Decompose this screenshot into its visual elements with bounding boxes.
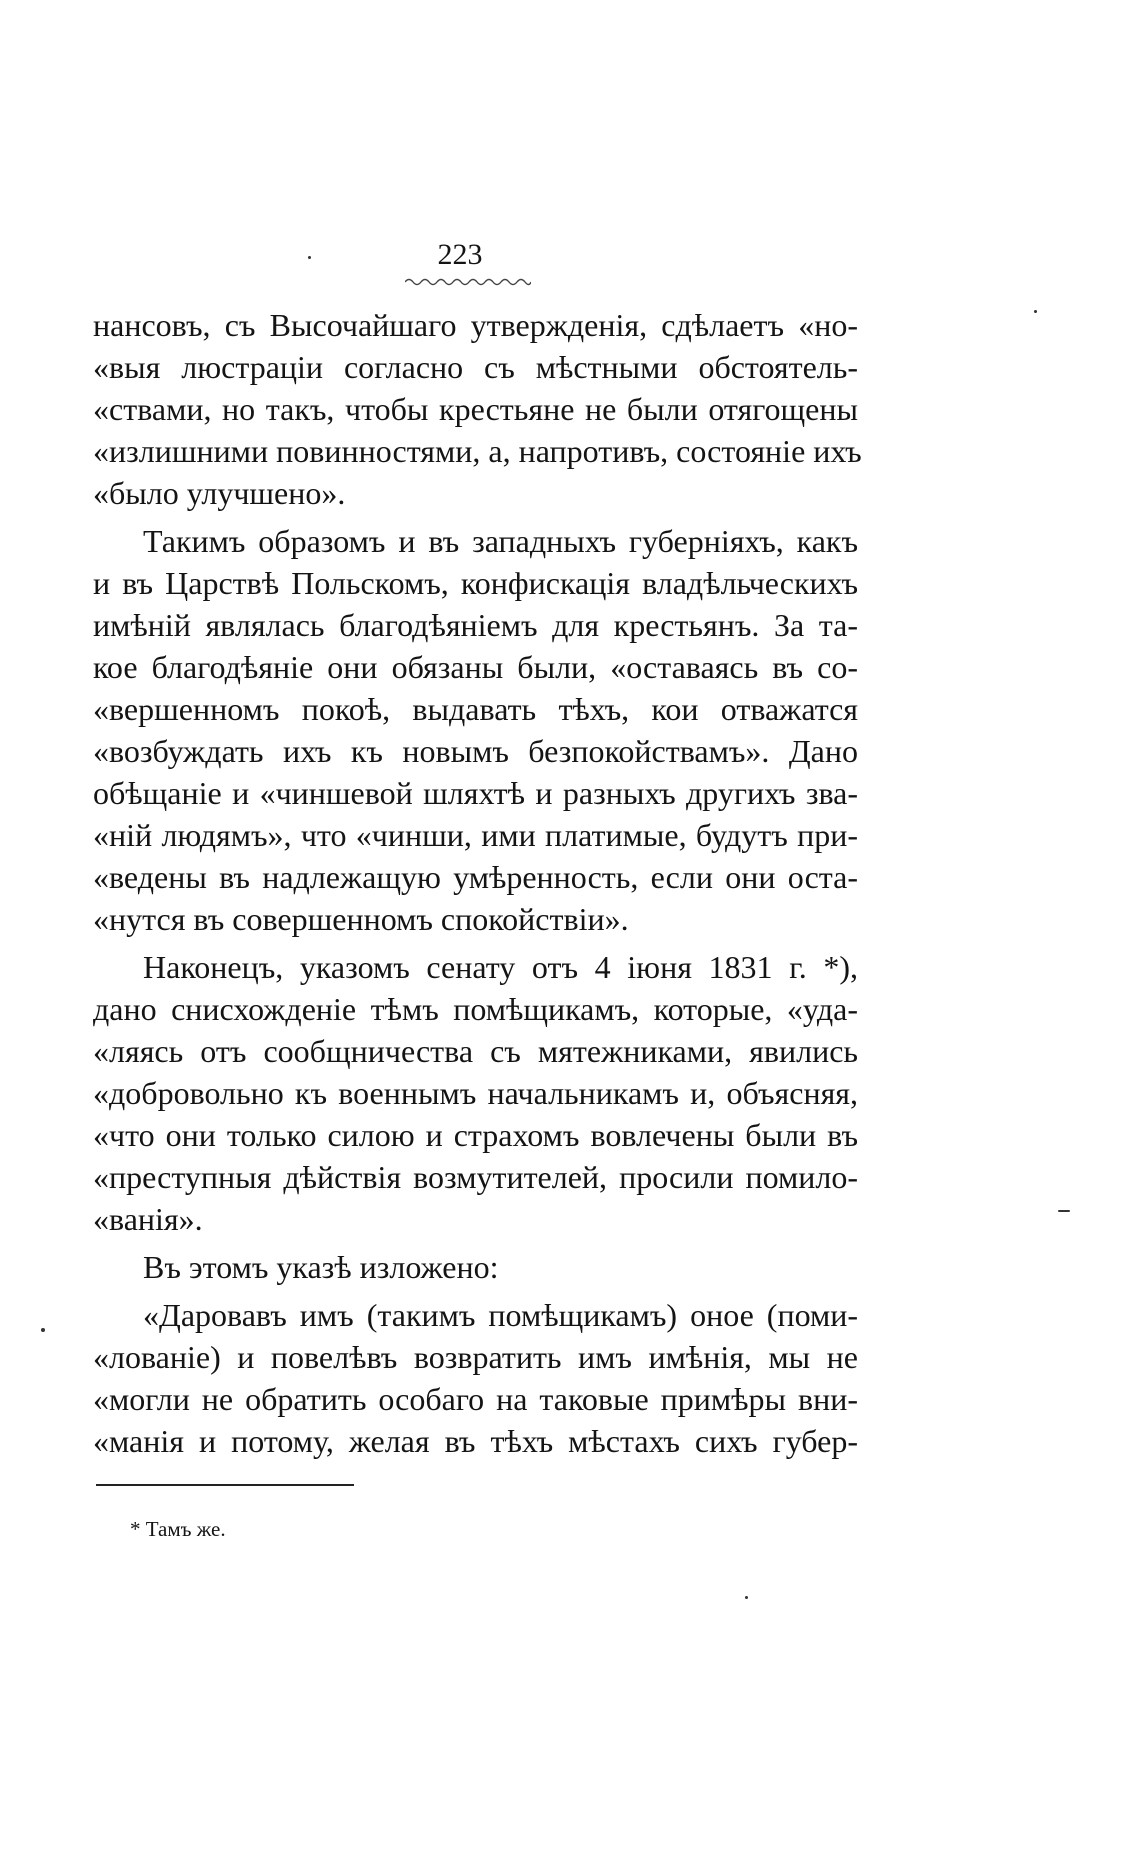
text-line: «ляясь отъ сообщничества съ мятежниками, явились <box>93 1033 858 1069</box>
text-line: имѣній являлась благодѣяніемъ для крестьянъ. За та- <box>93 607 858 643</box>
quotation-paragraph <box>93 1294 858 1462</box>
scan-speck <box>1058 1210 1070 1212</box>
ornament-rule <box>405 276 531 286</box>
text-line: «ствами, но такъ, чтобы крестьяне не были отягощены <box>93 391 858 427</box>
text-line: «манія и потому, желая въ тѣхъ мѣстахъ сихъ губер- <box>93 1423 858 1459</box>
page-number: 223 <box>437 238 483 271</box>
text-line: «вершенномъ покоѣ, выдавать тѣхъ, кои отважатся <box>93 691 858 727</box>
footnote: * Тамъ же. <box>130 1517 226 1541</box>
paragraph <box>93 946 858 1240</box>
scan-speck <box>745 1596 748 1599</box>
text-line: и въ Царствѣ Польскомъ, конфискація владѣльческихъ <box>93 565 858 601</box>
text-line: «могли не обратить особаго на таковые примѣры вни- <box>93 1381 858 1417</box>
text-line: «выя люстраціи согласно съ мѣстными обстоятель- <box>93 349 858 385</box>
text-line: «лованіе) и повелѣвъ возвратить имъ имѣнія, мы не <box>93 1339 858 1375</box>
text-line: дано снисхожденіе тѣмъ помѣщикамъ, которые, «уда- <box>93 991 858 1027</box>
scan-speck <box>41 1328 45 1332</box>
text-line: «излишними повинностями, а, напротивъ, состояніе ихъ <box>93 433 862 469</box>
text-line: обѣщаніе и «чиншевой шляхтѣ и разныхъ другихъ зва- <box>93 775 858 811</box>
text-line: «что они только силою и страхомъ вовлечены были въ <box>93 1117 858 1153</box>
text-line: Въ этомъ указѣ изложено: <box>143 1249 499 1285</box>
text-line: «нутся въ совершенномъ спокойствіи». <box>93 901 629 937</box>
text-line: Наконецъ, указомъ сенату отъ 4 іюня 1831 г. *), <box>143 949 858 985</box>
text-line: «возбуждать ихъ къ новымъ безпокойствамъ». Дано <box>93 733 858 769</box>
scan-speck <box>308 256 311 259</box>
text-line: «было улучшено». <box>93 475 346 511</box>
paragraph <box>93 304 862 514</box>
text-line: Такимъ образомъ и въ западныхъ губерніяхъ, какъ <box>143 523 858 559</box>
body-text <box>93 304 862 1462</box>
text-line: «добровольно къ военнымъ начальникамъ и, объясняя, <box>93 1075 858 1111</box>
paragraph <box>93 1246 858 1288</box>
footnote-divider <box>96 1484 354 1486</box>
scan-speck <box>1034 310 1037 313</box>
text-line: кое благодѣяніе они обязаны были, «оставаясь въ со- <box>93 649 858 685</box>
paragraph <box>93 520 858 940</box>
text-line: «Даровавъ имъ (такимъ помѣщикамъ) оное (поми- <box>143 1297 858 1333</box>
text-line: «ній людямъ», что «чинши, ими платимые, будутъ при- <box>93 817 858 853</box>
text-line: «ведены въ надлежащую умѣренность, если они оста- <box>93 859 858 895</box>
text-line: «ванія». <box>93 1201 203 1237</box>
text-line: нансовъ, съ Высочайшаго утвержденія, сдѣлаетъ «но- <box>93 307 858 343</box>
text-line: «преступныя дѣйствія возмутителей, просили помило- <box>93 1159 858 1195</box>
